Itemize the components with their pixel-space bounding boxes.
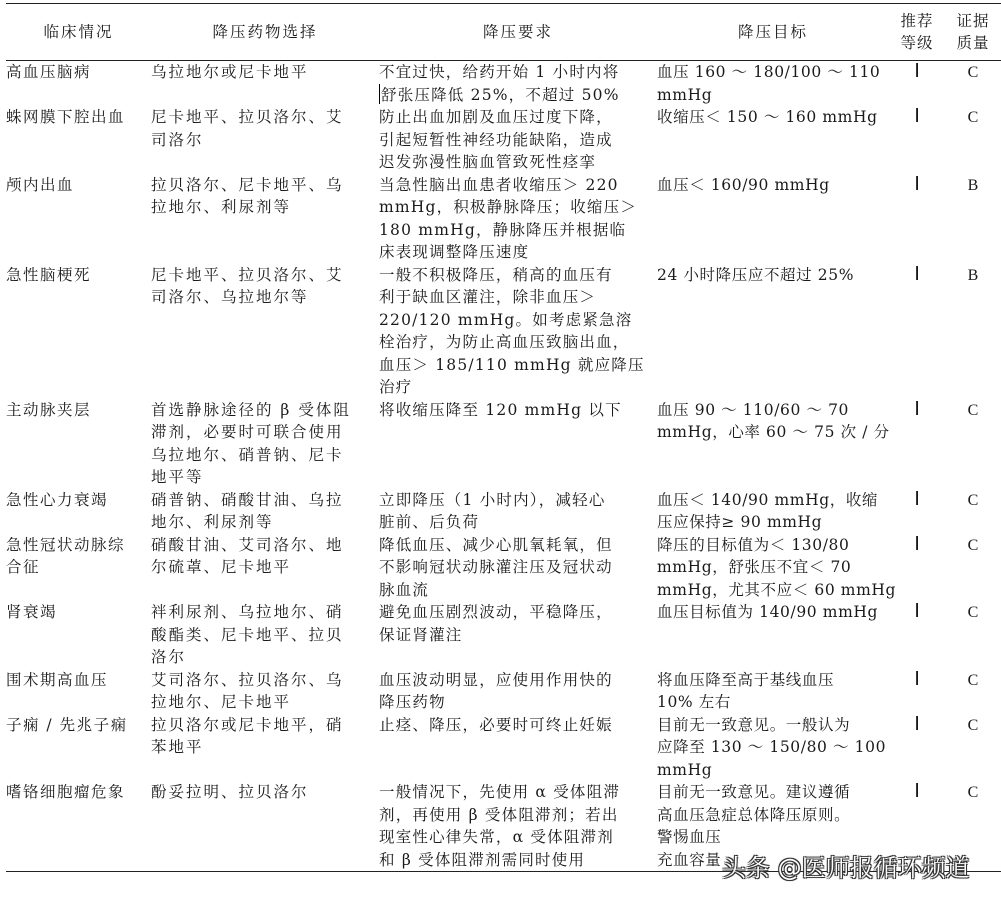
cell-text-line: 颅内出血 [6, 175, 75, 194]
cell-condition [6, 106, 151, 174]
header-quality: 证据 质量 [956, 12, 990, 52]
cell-quality [945, 264, 1001, 399]
cell-text-line: 主动脉夹层 [6, 400, 92, 419]
cell-target [657, 61, 889, 107]
cell-text-line: 利于缺血区灌注，除非血压＞ [379, 288, 597, 306]
cell-text-line: 24 小时降压应不超过 25% [657, 265, 855, 284]
cell-target [657, 669, 889, 714]
cell-text-line: 血压波动明显，应使用作用快的 [379, 670, 613, 689]
cell-grade [889, 534, 945, 602]
cell-text-line: 床表现调整降压速度 [379, 243, 530, 261]
cell-target [657, 489, 889, 534]
cell-grade [889, 61, 945, 107]
cell-condition [6, 781, 151, 872]
cell-drugs [151, 534, 379, 602]
cell-requirement [379, 714, 657, 782]
cell-text-line: 血压＜ 160/90 mmHg [657, 175, 830, 194]
grade-value: Ⅰ [914, 713, 920, 735]
cell-condition [6, 669, 151, 714]
cell-text-line: 目前无一致意见。一般认为 [657, 715, 851, 734]
cell-text-line: mmHg，积极静脉降压；收缩压＞ [379, 198, 638, 216]
grade-value: Ⅰ [914, 263, 920, 285]
cell-requirement [379, 106, 657, 174]
cell-grade [889, 174, 945, 264]
header-grade: 推荐 等级 [900, 12, 934, 52]
cell-text-line: mmHg，舒张压不宜＜ 70 [657, 558, 852, 576]
cell-text-line: 收缩压＜ 150 ～ 160 mmHg [657, 108, 878, 126]
cell-text-line: mmHg [657, 760, 713, 779]
quality-value: C [967, 536, 979, 554]
cell-target [657, 601, 889, 669]
cell-grade [889, 264, 945, 399]
cell-condition [6, 601, 151, 669]
cell-text-line: 降压的目标值为＜ 130/80 [657, 535, 850, 554]
cell-quality [945, 399, 1001, 489]
cell-text-line: 子痫 / 先兆子痫 [6, 715, 128, 734]
grade-value: Ⅰ [914, 533, 920, 555]
cell-text-line: 血压 160 ～ 180/100 ～ 110 [657, 63, 881, 81]
cell-text-line: 尼卡地平、拉贝洛尔、艾 [151, 265, 344, 284]
table-body [6, 61, 1001, 872]
cell-quality [945, 106, 1001, 174]
cell-text-line: 拉贝洛尔或尼卡地平，硝 [151, 715, 344, 734]
cell-condition [6, 174, 151, 264]
cell-condition [6, 489, 151, 534]
cell-text-line: 司洛尔 [151, 130, 204, 149]
cell-text-line: 乌拉地尔、硝普钠、尼卡 [151, 445, 344, 464]
cell-quality [945, 489, 1001, 534]
cell-text-line: 剂，再使用 β 受体阻滞剂；若出 [379, 805, 619, 824]
cell-drugs [151, 781, 379, 872]
cell-text-line: 现室性心律失常，α 受体阻滞剂 [379, 828, 614, 846]
header-requirement: 降压要求 [482, 22, 553, 41]
cell-text-line: 220/120 mmHg。如考虑紧急溶 [379, 310, 633, 329]
cell-text-line: 地平等 [151, 468, 204, 486]
cell-drugs [151, 714, 379, 782]
cell-text-line: 脉血流 [379, 580, 430, 599]
grade-value: Ⅰ [914, 601, 920, 622]
cell-text-line: 迟发弥漫性脑血管致死性痉挛 [379, 153, 597, 171]
table-row [6, 781, 1001, 872]
cell-text-line: 降压药物 [379, 693, 446, 711]
table-row [6, 106, 1001, 174]
cell-text-line: 苯地平 [151, 738, 204, 756]
cell-text-line: 将收缩压降至 120 mmHg 以下 [379, 400, 622, 419]
cell-requirement [379, 601, 657, 669]
table-row [6, 61, 1001, 107]
cell-text-line: 急性冠状动脉综 [6, 535, 126, 554]
cell-target [657, 106, 889, 174]
cell-requirement [379, 534, 657, 602]
cell-text-line: 滞剂，必要时可联合使用 [151, 423, 344, 441]
cell-text-line: 拉地尔、利尿剂等 [151, 198, 292, 216]
cell-drugs [151, 61, 379, 107]
grade-value: Ⅰ [914, 668, 920, 690]
cell-text-line: 防止出血加剧及血压过度下降， [379, 108, 613, 126]
grade-value: Ⅰ [914, 173, 920, 195]
cell-text-line: 蛛网膜下腔出血 [6, 108, 126, 126]
quality-value: C [967, 64, 979, 81]
cell-drugs [151, 489, 379, 534]
cell-text-line: 地尔、利尿剂等 [151, 513, 274, 531]
header-condition: 临床情况 [43, 22, 114, 41]
cell-text-line: 治疗 [379, 378, 413, 396]
cell-drugs [151, 399, 379, 489]
cell-text-line: 拉贝洛尔、尼卡地平、乌 [151, 175, 344, 194]
cell-text-line: 避免血压剧烈波动，平稳降压， [379, 603, 613, 621]
hypertensive-emergency-table [6, 3, 1001, 872]
grade-value: Ⅰ [914, 781, 920, 802]
cell-quality [945, 601, 1001, 669]
cell-condition [6, 61, 151, 107]
guideline-table-container [6, 3, 1001, 872]
quality-value: C [967, 401, 979, 419]
quality-value: B [967, 266, 979, 284]
cell-text-line: mmHg [657, 85, 713, 104]
cell-condition [6, 264, 151, 399]
cell-quality [945, 534, 1001, 602]
cell-text-line: 舒张压降低 25%，不超过 50% [381, 85, 620, 104]
cell-text-line: 当急性脑出血患者收缩压＞ 220 [379, 175, 619, 194]
quality-value: C [967, 604, 979, 621]
cell-quality [945, 714, 1001, 782]
table-row [6, 534, 1001, 602]
cell-target [657, 534, 897, 602]
table-row [6, 714, 1001, 782]
cell-drugs [151, 174, 379, 264]
table-row [6, 489, 1001, 534]
cell-requirement [379, 264, 657, 399]
table-row [6, 174, 1001, 264]
table-row [6, 669, 1001, 714]
cell-text-line: 酸酯类、尼卡地平、拉贝 [151, 625, 344, 644]
header-drug-choice: 降压药物选择 [212, 22, 318, 41]
cell-quality [945, 61, 1001, 107]
grade-value: Ⅰ [914, 106, 920, 127]
cell-condition [6, 399, 151, 489]
cell-text-line: 首选静脉途径的 β 受体阻 [151, 400, 351, 419]
cell-text-line: 警惕血压 [657, 828, 722, 846]
cell-requirement [379, 781, 657, 872]
cell-text-line: 乌拉地尔或尼卡地平 [151, 63, 309, 81]
cell-grade [889, 489, 945, 534]
cell-condition [6, 714, 151, 782]
cell-target [657, 714, 889, 782]
cell-text-line: 180 mmHg，静脉降压并根据临 [379, 220, 627, 239]
cell-text-line: 止痉、降压，必要时可终止妊娠 [379, 715, 613, 734]
cell-text-line: 一般不积极降压，稍高的血压有 [379, 265, 613, 284]
cell-text-line: 降低血压、减少心肌氧耗氧，但 [379, 535, 613, 554]
cell-target [657, 174, 889, 264]
cell-requirement [379, 174, 657, 264]
cell-text-line: 急性心力衰竭 [6, 490, 109, 509]
cell-requirement [379, 669, 657, 714]
cell-quality [945, 781, 1001, 872]
cell-text-line: 急性脑梗死 [6, 265, 92, 284]
cell-condition [6, 534, 151, 602]
cell-text-line: 高血压急症总体降压原则。 [657, 805, 851, 824]
cell-text-line: 立即降压（1 小时内），减轻心 [379, 490, 606, 509]
table-row [6, 264, 1001, 399]
cell-text-line: 血压 90 ～ 110/60 ～ 70 [657, 400, 850, 419]
cell-text-line: 不影响冠状动脉灌注压及冠状动 [379, 558, 613, 576]
cell-text-line: 和 β 受体阻滞剂需同时使用 [379, 850, 586, 869]
cell-text-line: 血压＞ 185/110 mmHg 就应降压 [379, 355, 645, 374]
cell-text-line: 围术期高血压 [6, 670, 109, 689]
cell-text-line: 肾衰竭 [6, 603, 58, 621]
cell-text-line: 栓治疗，为防止高血压致脑出血， [379, 333, 630, 351]
cell-text-line: 洛尔 [151, 648, 187, 666]
cell-text-line: 硝酸甘油、艾司洛尔、地 [151, 535, 344, 554]
cell-text-line: 目前无一致意见。建议遵循 [657, 783, 851, 801]
cell-text-line: 硝普钠、硝酸甘油、乌拉 [151, 490, 344, 509]
quality-value: C [967, 671, 979, 689]
cell-requirement [379, 399, 657, 489]
cell-target [657, 264, 889, 399]
cell-text-line: 尼卡地平、拉贝洛尔、艾 [151, 108, 344, 126]
text-cursor [379, 84, 380, 104]
grade-value: Ⅰ [914, 398, 920, 420]
quality-value: B [967, 176, 979, 194]
grade-value: Ⅰ [914, 488, 920, 510]
cell-text-line: 脏前、后负荷 [379, 513, 480, 531]
cell-text-line: 10% 左右 [657, 693, 731, 711]
table-header-row [6, 4, 1001, 61]
grade-value: Ⅰ [914, 61, 920, 82]
quality-value: C [967, 109, 979, 126]
cell-text-line: 拉地尔、尼卡地平 [151, 693, 292, 711]
cell-drugs [151, 264, 379, 399]
cell-target [657, 399, 889, 489]
cell-grade [889, 781, 945, 872]
cell-text-line: 保证肾灌注 [379, 625, 463, 644]
cell-text-line: 嗜铬细胞瘤危象 [6, 783, 126, 801]
quality-value: C [967, 491, 979, 509]
cell-quality [945, 669, 1001, 714]
cell-drugs [151, 669, 379, 714]
cell-text-line: 将血压降至高于基线血压 [657, 670, 835, 689]
cell-text-line: 艾司洛尔、拉贝洛尔、乌 [151, 670, 344, 689]
cell-target [657, 781, 889, 872]
cell-text-line: 尔硫䓬、尼卡地平 [151, 558, 292, 576]
table-row [6, 601, 1001, 669]
cell-requirement [379, 489, 657, 534]
cell-text-line: 合征 [6, 558, 41, 576]
cell-text-line: 充血容量 [657, 850, 722, 869]
cell-text-line: mmHg，尤其不应＜ 60 mmHg [657, 580, 897, 599]
cell-drugs [151, 106, 379, 174]
cell-text-line: 袢利尿剂、乌拉地尔、硝 [151, 603, 344, 621]
cell-grade [889, 601, 945, 669]
table-row [6, 399, 1001, 489]
cell-text-line: 不宜过快，给药开始 1 小时内将 [379, 63, 620, 81]
watermark: 头条 @医师报循环频道 [722, 854, 970, 882]
cell-grade [889, 714, 945, 782]
cell-text-line: 司洛尔、乌拉地尔等 [151, 288, 309, 306]
cell-text-line: 应降至 130 ～ 150/80 ～ 100 [657, 738, 887, 756]
cell-text-line: 高血压脑病 [6, 63, 92, 81]
cell-drugs [151, 601, 379, 669]
cell-text-line: 血压目标值为 140/90 mmHg [657, 603, 879, 621]
quality-value: C [967, 716, 979, 734]
cell-text-line: mmHg，心率 60 ～ 75 次 / 分 [657, 423, 890, 441]
header-target: 降压目标 [737, 22, 808, 41]
cell-grade [889, 669, 945, 714]
cell-grade [889, 399, 945, 489]
cell-grade [889, 106, 945, 174]
cell-text-line: 压应保持≥ 90 mmHg [657, 513, 823, 531]
cell-requirement [379, 61, 657, 107]
cell-text-line: 引起短暂性神经功能缺陷，造成 [379, 130, 613, 149]
cell-quality [945, 174, 1001, 264]
cell-text-line: 血压＜ 140/90 mmHg，收缩 [657, 490, 879, 509]
cell-text-line: 一般情况下，先使用 α 受体阻滞 [379, 783, 621, 801]
quality-value: C [967, 784, 979, 801]
cell-text-line: 酚妥拉明、拉贝洛尔 [151, 783, 309, 801]
